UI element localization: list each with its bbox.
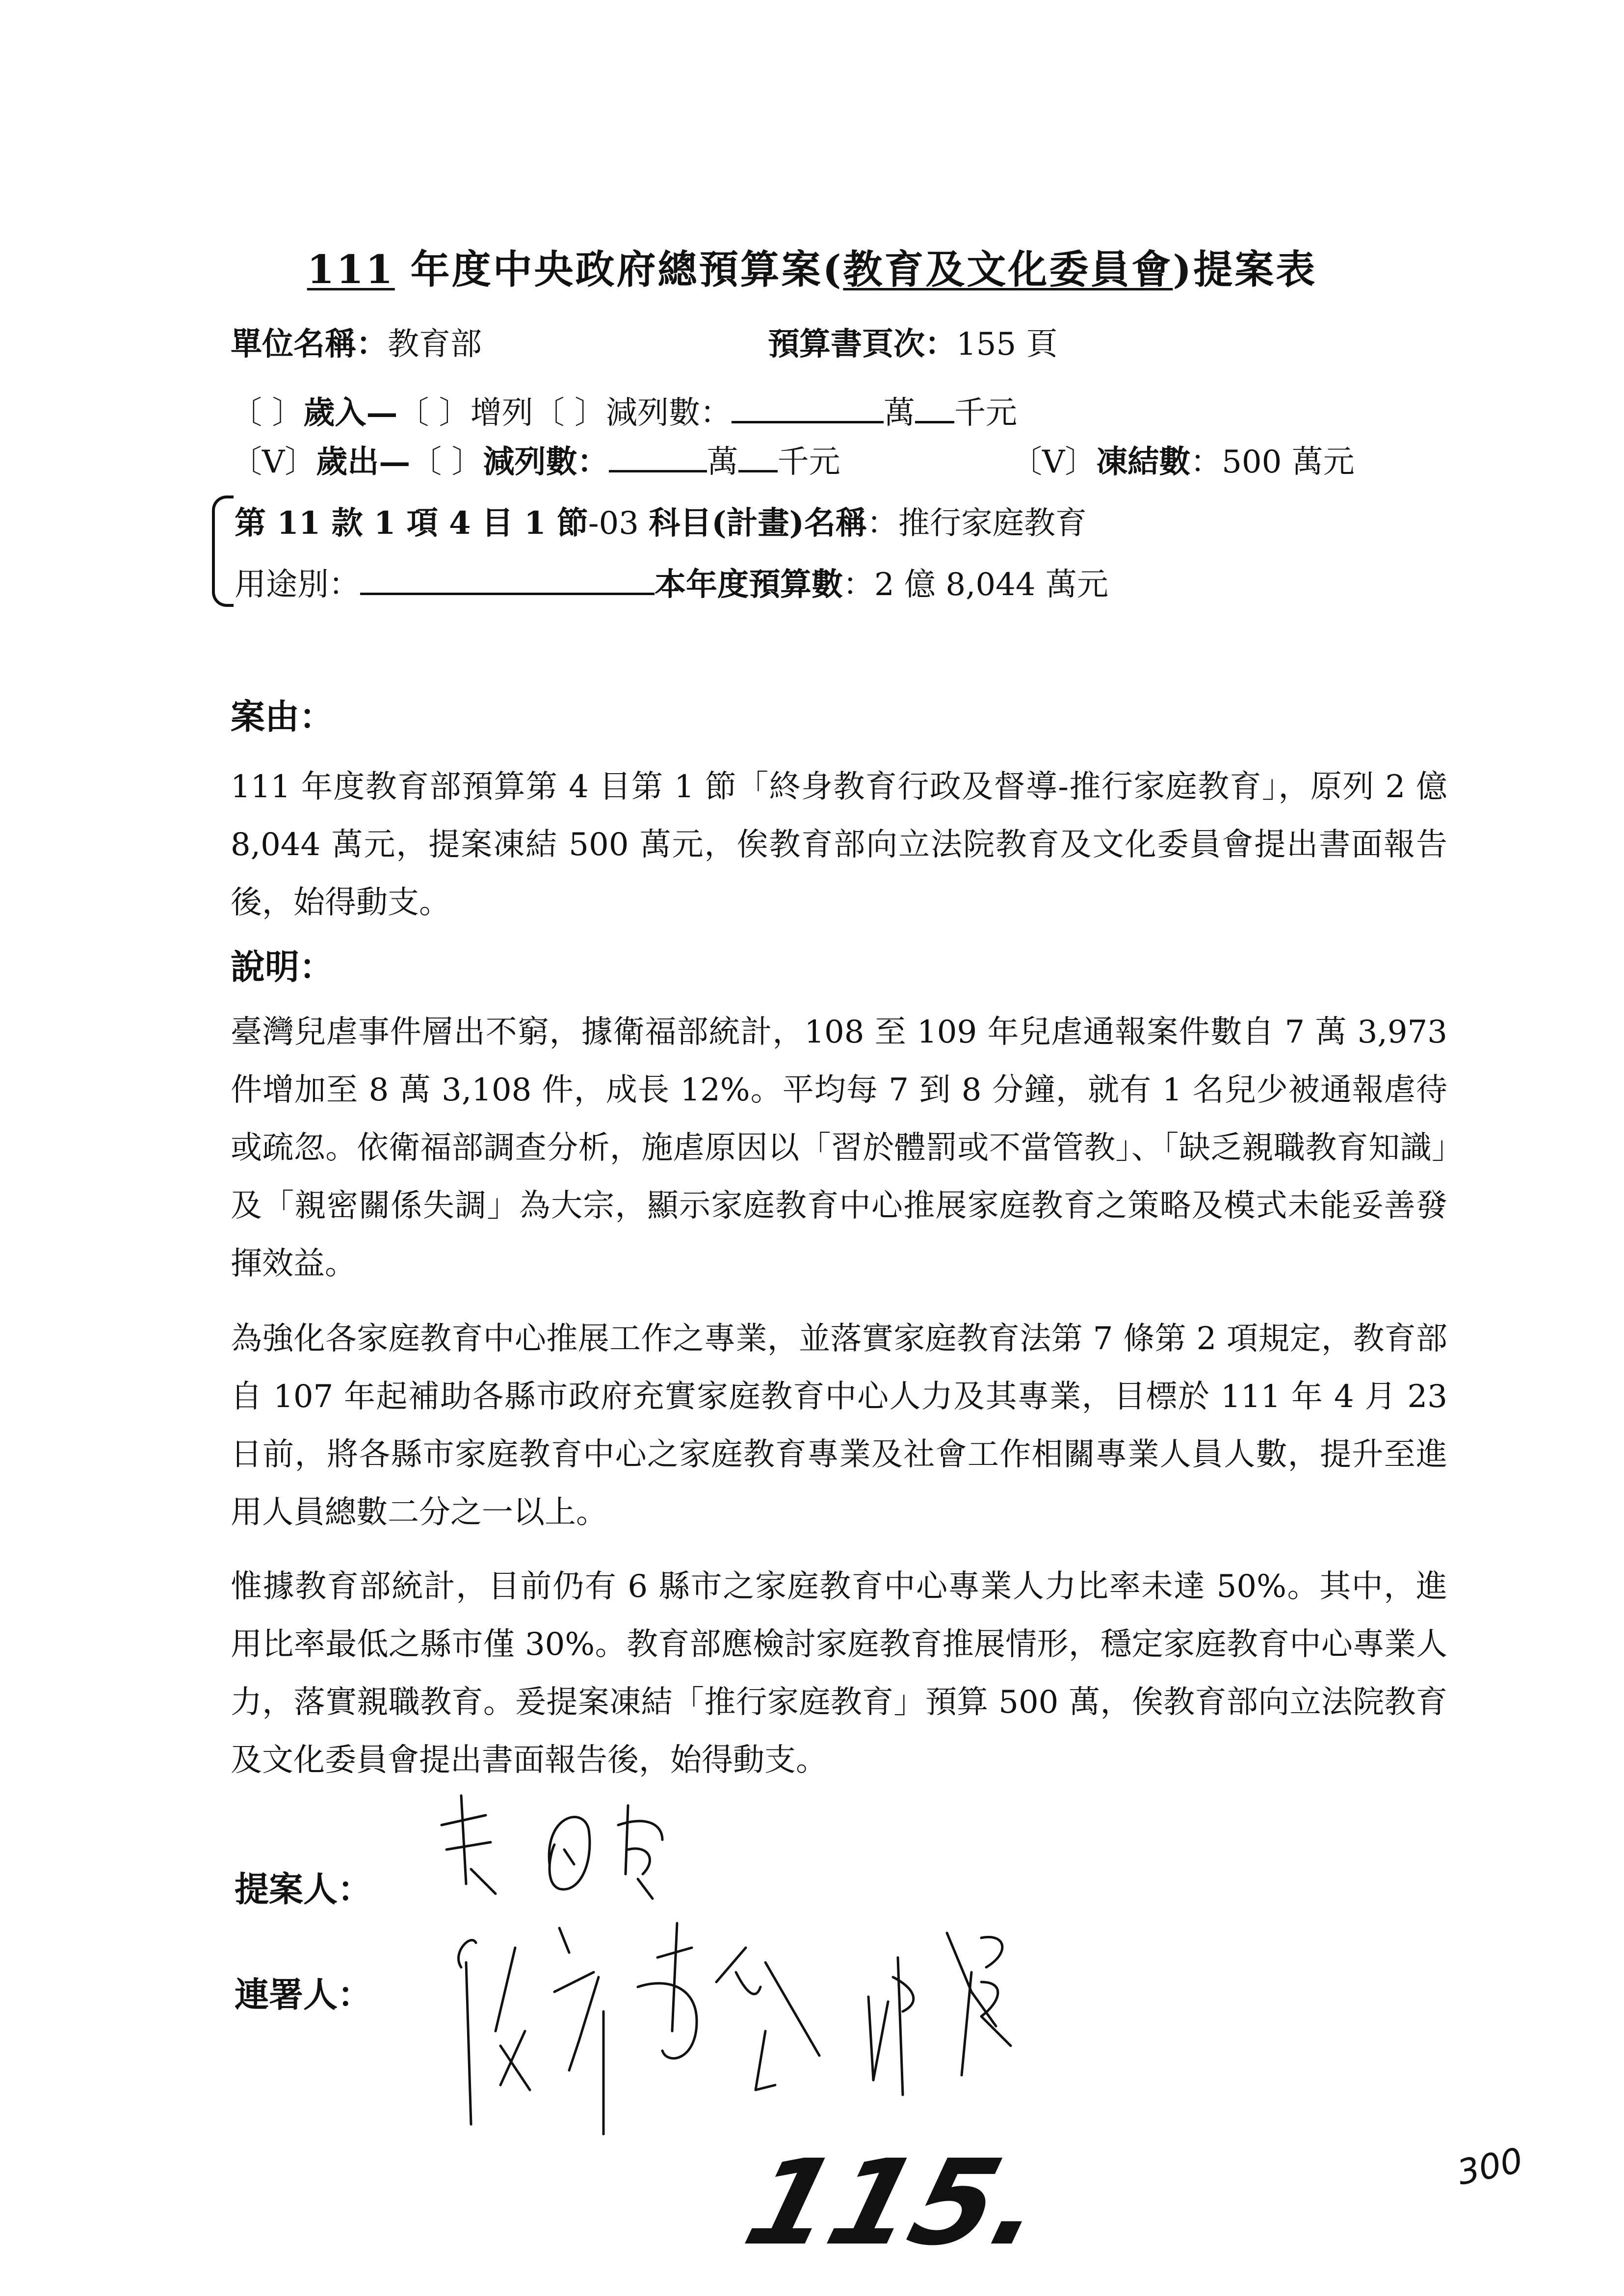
expense-row (231, 437, 840, 482)
reason-heading: 案由： (231, 696, 334, 737)
cosigner-label: 連署人： (235, 1974, 372, 2015)
expense-wan-blank[interactable] (609, 444, 707, 472)
page-ref-row (768, 319, 1058, 364)
explanation-paragraph-3: 惟據教育部統計，目前仍有 6 縣市之家庭教育中心專業人力比率未達 50%。其中，進用比率最低之縣市僅 30%。教育部應檢討家庭教育推展情形，穩定家庭教育中心專業人力，落實親職教育。爰提案凍結「推行家庭教育」預算 500 萬，俟教育部向立法院教育及文化委員會提出書面報告後，始得動支。 (231, 1568, 1447, 1778)
page-ref-label: 預算書頁次： (768, 326, 956, 363)
reason-text: 111 年度教育部預算第 4 目第 1 節「終身教育行政及督導-推行家庭教育」，原列 2 億 8,044 萬元，提案凍結 500 萬元，俟教育部向立法院教育及文化委員會提出書面報告後，始得動支。 (231, 769, 1447, 921)
title-mid: 年度中央政府總預算案( (394, 246, 843, 292)
decrease-label: 減列數： (606, 395, 732, 431)
freeze-checkbox[interactable]: 〔V〕 (1011, 444, 1097, 480)
item-code-suffix: -03 (588, 505, 649, 542)
handwritten-number: 115. (732, 2134, 1060, 2271)
revenue-thousand-blank[interactable] (915, 394, 954, 423)
page-title (0, 238, 1624, 294)
usage-label: 用途別： (235, 567, 360, 603)
item-bracket (212, 496, 234, 607)
increase-checkbox[interactable]: 〔 〕 (397, 395, 471, 431)
freeze-value: ：500 萬元 (1190, 444, 1355, 480)
page-ref-value: 155 頁 (956, 326, 1058, 363)
proposer-label: 提案人： (235, 1869, 372, 1909)
budget-value: ：2 億 8,044 萬元 (843, 567, 1108, 603)
revenue-row (231, 388, 1017, 433)
unit-row (231, 319, 482, 364)
decrease-checkbox[interactable]: 〔 〕 (533, 395, 606, 431)
revenue-checkbox[interactable]: 〔 〕 (231, 395, 304, 431)
unit-wan: 萬 (884, 395, 916, 431)
unit-value: 教育部 (388, 326, 482, 363)
unit-thousand: 千元 (954, 395, 1018, 431)
subject-value: ：推行家庭教育 (866, 505, 1087, 542)
expense-thousand-blank[interactable] (738, 444, 778, 472)
unit-label: 單位名稱： (231, 326, 388, 363)
explanation-paragraph-1: 臺灣兒虐事件層出不窮，據衛福部統計，108 至 109 年兒虐通報案件數自 7 萬 3,973 件增加至 8 萬 3,108 件，成長 12%。平均每 7 到 8 分鐘，就有 1 名兒少被通報虐待或疏忽。依衛福部調查分析，施虐原因以「習於體罰或不當管教」、「缺乏親職教育知識」及「親密關係失調」為大宗，顯示家庭教育中心推展家庭教育之策略及模式未能妥善發揮效益。 (231, 1014, 1447, 1282)
item-row (235, 498, 1087, 543)
title-end: )提案表 (1173, 246, 1317, 292)
freeze-label: 凍結數 (1096, 444, 1191, 480)
increase-label: 增列 (470, 395, 533, 431)
revenue-label: 歲入— (303, 394, 398, 431)
budget-label: 本年度預算數 (655, 566, 843, 603)
expense-decrease-checkbox[interactable]: 〔 〕 (410, 444, 483, 480)
expense-checkbox[interactable]: 〔V〕 (231, 444, 316, 480)
expense-unit-wan: 萬 (707, 444, 738, 480)
item-code: 第 11 款 1 項 4 目 1 節 (235, 505, 588, 542)
explanation-heading: 說明： (231, 946, 334, 987)
corner-number: 300 (1453, 2140, 1526, 2193)
subject-label: 科目(計畫)名稱 (649, 505, 867, 542)
cosigner-signature (442, 1904, 1276, 2149)
title-committee: 教育及文化委員會 (843, 246, 1173, 292)
title-year: 111 (307, 246, 395, 292)
expense-label: 歲出— (316, 444, 411, 480)
expense-decrease-label: 減列數： (483, 444, 609, 480)
expense-unit-thousand: 千元 (777, 444, 840, 480)
freeze-row (1011, 437, 1355, 482)
usage-row (235, 559, 1108, 604)
revenue-wan-blank[interactable] (732, 394, 884, 423)
explanation-paragraph-2: 為強化各家庭教育中心推展工作之專業，並落實家庭教育法第 7 條第 2 項規定，教育部自 107 年起補助各縣市政府充實家庭教育中心人力及其專業，目標於 111 年 4 月 23 日前，將各縣市家庭教育中心之家庭教育專業及社會工作相關專業人員人數，提升至進用人員總數二分之一以上。 (231, 1321, 1447, 1531)
usage-blank[interactable] (360, 566, 655, 595)
